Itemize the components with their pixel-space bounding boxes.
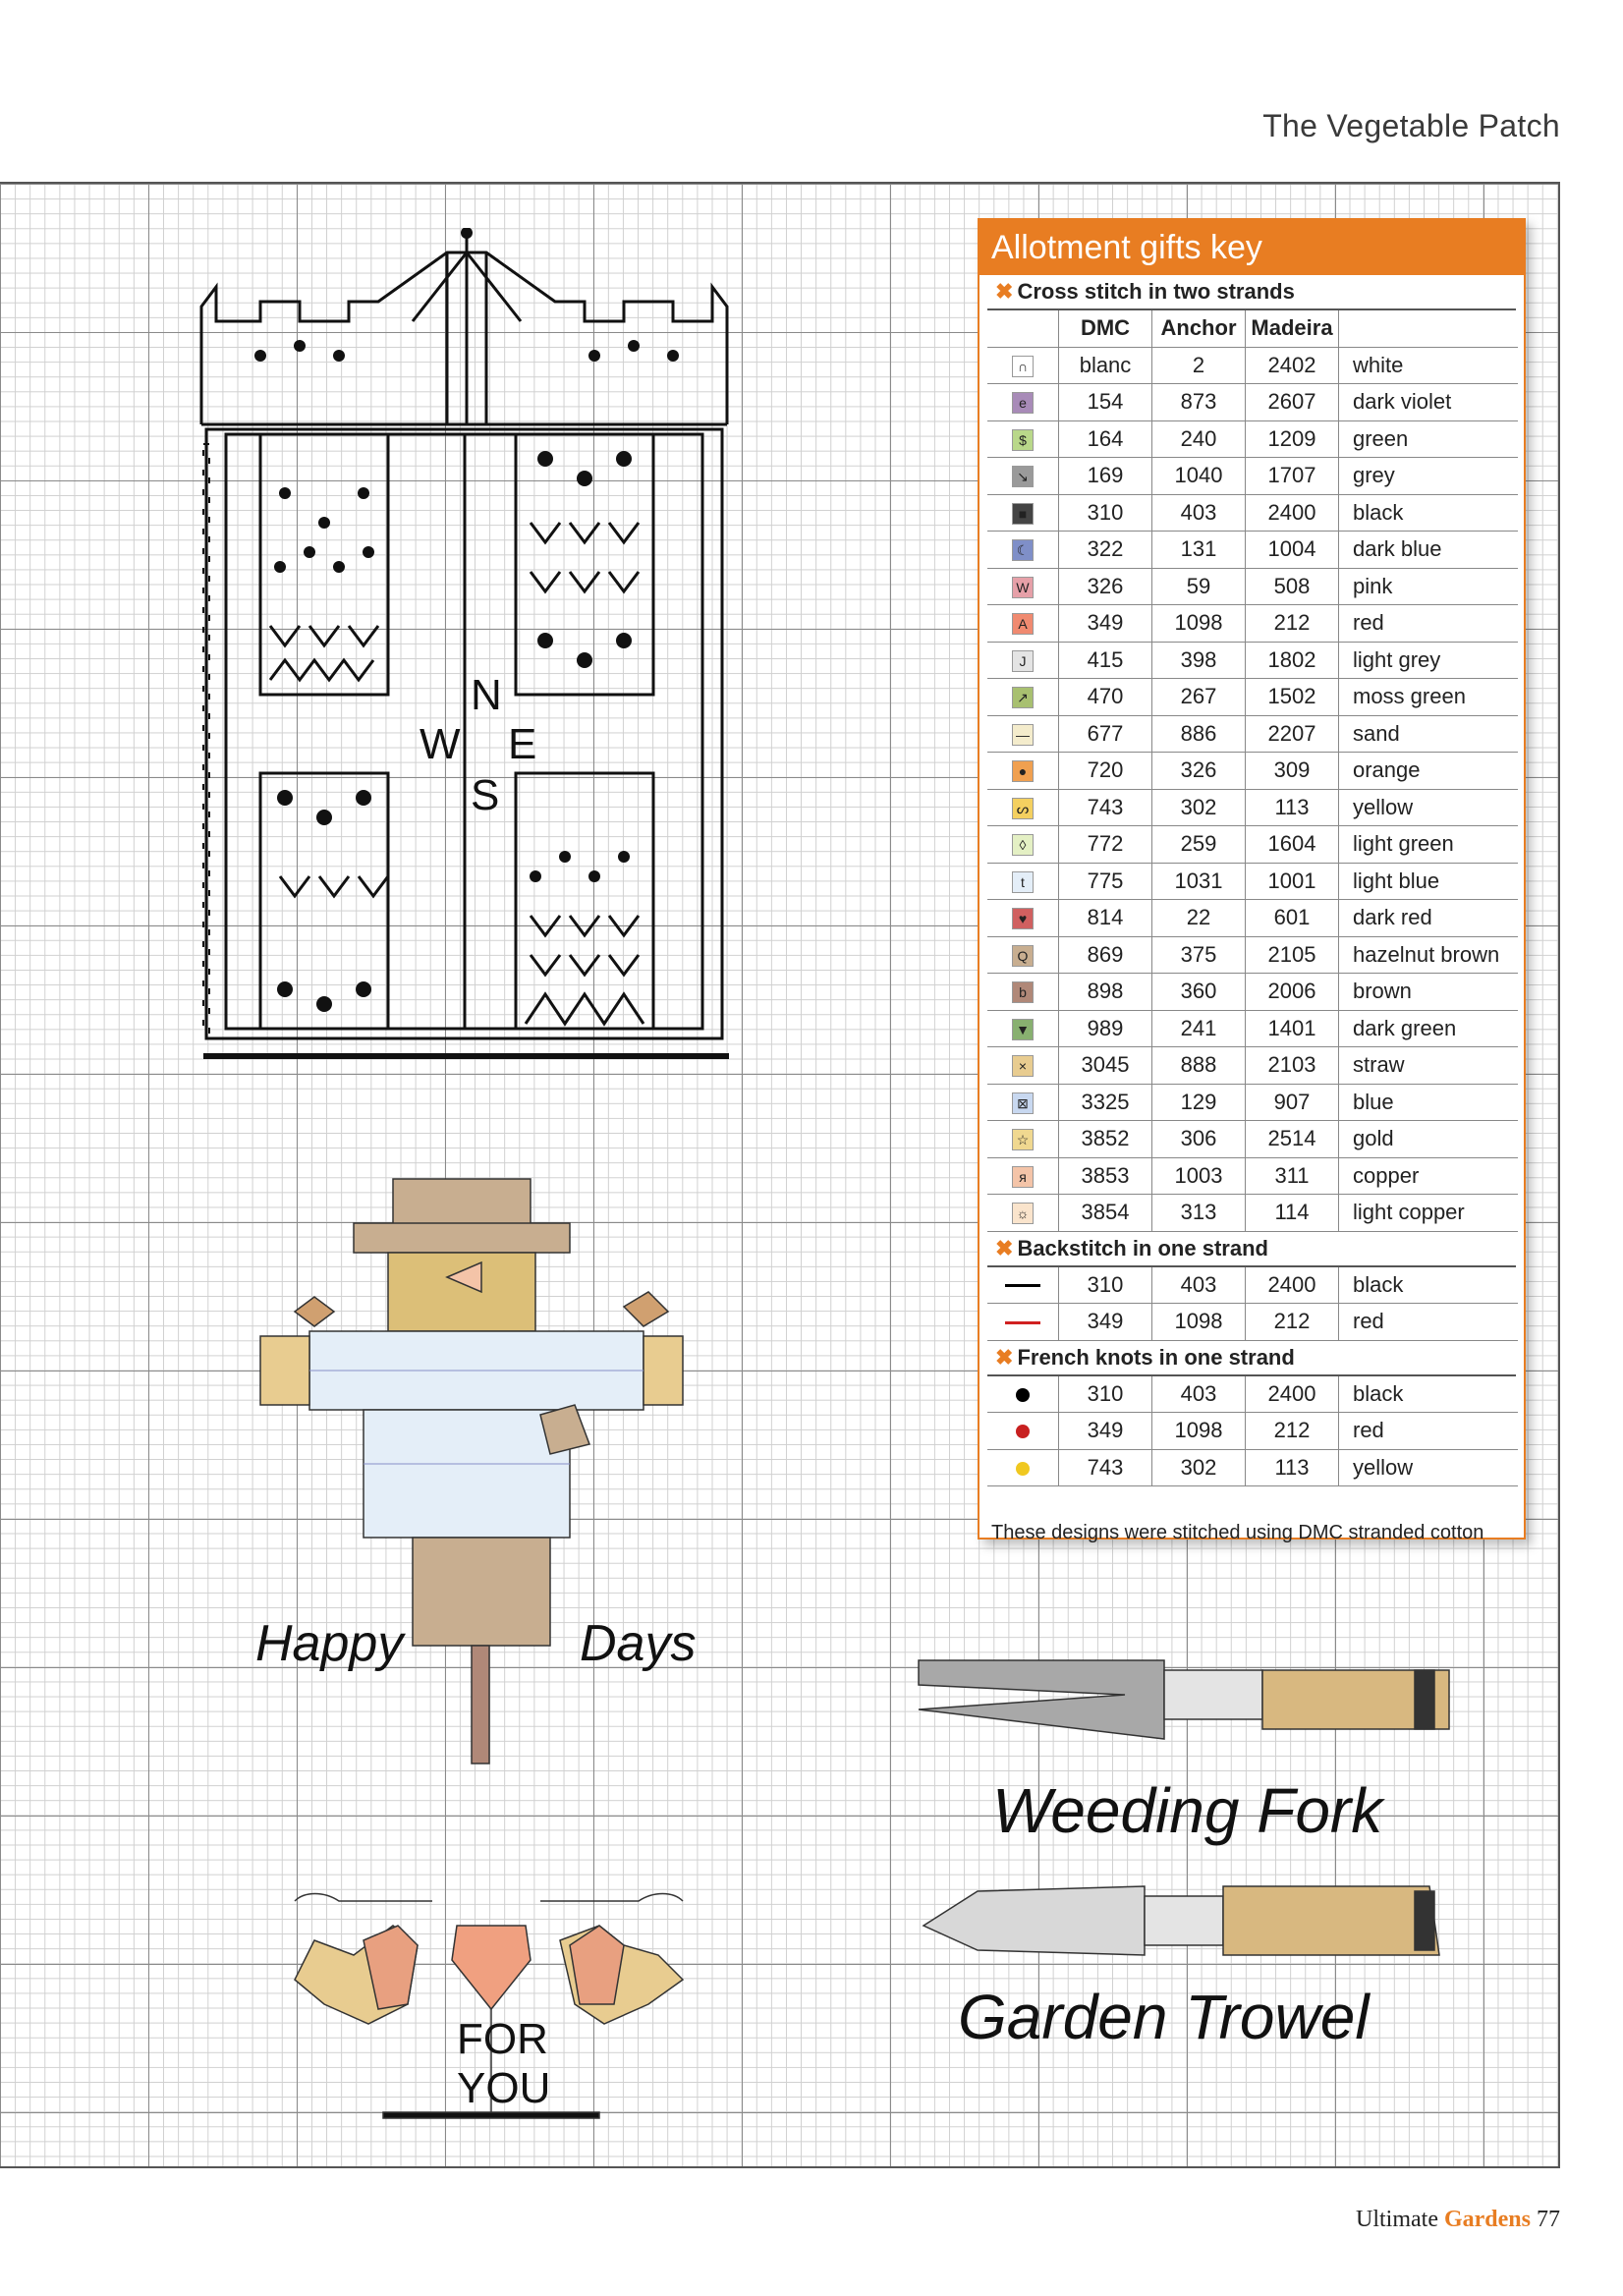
- symbol-cell: [987, 1449, 1059, 1486]
- dmc-cell: 470: [1059, 679, 1152, 716]
- footer-brand-accent: Gardens: [1443, 2207, 1531, 2232]
- anchor-cell: 240: [1152, 420, 1246, 458]
- stitch-symbol-swatch: ∩: [1012, 356, 1034, 377]
- stitch-symbol-swatch: ▼: [1012, 1019, 1034, 1040]
- anchor-cell: 2: [1152, 347, 1246, 384]
- cross-icon: ✖: [995, 1344, 1014, 1370]
- symbol-cell: [987, 642, 1059, 679]
- symbol-column-header: [987, 310, 1059, 347]
- anchor-cell: 302: [1152, 789, 1246, 826]
- anchor-cell: 302: [1152, 1449, 1246, 1486]
- dmc-cell: 743: [1059, 1449, 1152, 1486]
- key-row: [987, 715, 1518, 753]
- garden-gate-chart: [192, 228, 801, 1112]
- key-row: [987, 642, 1518, 679]
- anchor-cell: 1098: [1152, 1413, 1246, 1450]
- color-name-cell: copper: [1339, 1157, 1519, 1195]
- anchor-cell: 241: [1152, 1010, 1246, 1047]
- madeira-cell: 1502: [1246, 679, 1339, 716]
- column-header-anchor: Anchor: [1152, 310, 1246, 347]
- stitch-symbol-swatch: $: [1012, 429, 1034, 451]
- anchor-cell: 398: [1152, 642, 1246, 679]
- symbol-cell: [987, 568, 1059, 605]
- stitch-symbol-swatch: ☼: [1012, 1203, 1034, 1224]
- cross-icon: ✖: [995, 1235, 1014, 1260]
- dmc-cell: 743: [1059, 789, 1152, 826]
- color-name-cell: green: [1339, 420, 1519, 458]
- anchor-cell: 22: [1152, 900, 1246, 937]
- backstitch-line-swatch: [1005, 1321, 1040, 1324]
- madeira-cell: 1004: [1246, 532, 1339, 569]
- key-row: [987, 679, 1518, 716]
- key-row: [987, 900, 1518, 937]
- madeira-cell: 2400: [1246, 1267, 1339, 1304]
- footer-brand-plain: Ultimate: [1356, 2207, 1444, 2232]
- key-row: [987, 1084, 1518, 1121]
- anchor-cell: 403: [1152, 494, 1246, 532]
- symbol-cell: [987, 1047, 1059, 1085]
- color-name-cell: yellow: [1339, 1449, 1519, 1486]
- scarecrow-chart: [236, 1169, 727, 1827]
- stitch-symbol-swatch: ☆: [1012, 1129, 1034, 1150]
- weeding-fork-text: Weeding Fork: [992, 1775, 1383, 1846]
- key-row: [987, 1047, 1518, 1085]
- you-text: YOU: [457, 2064, 551, 2112]
- symbol-cell: [987, 1010, 1059, 1047]
- dmc-cell: 989: [1059, 1010, 1152, 1047]
- madeira-cell: 113: [1246, 1449, 1339, 1486]
- key-row: [987, 1304, 1518, 1341]
- cross-stitch-table: [987, 310, 1518, 1232]
- symbol-cell: [987, 900, 1059, 937]
- color-name-cell: dark green: [1339, 1010, 1519, 1047]
- key-row: [987, 1376, 1518, 1413]
- compass-e: E: [508, 720, 537, 768]
- color-name-cell: blue: [1339, 1084, 1519, 1121]
- madeira-cell: 1604: [1246, 826, 1339, 864]
- key-row: [987, 458, 1518, 495]
- symbol-cell: [987, 974, 1059, 1011]
- key-row: [987, 1195, 1518, 1232]
- symbol-cell: [987, 1304, 1059, 1341]
- color-name-cell: red: [1339, 605, 1519, 643]
- key-row: [987, 568, 1518, 605]
- french-knot-dot: [1016, 1388, 1030, 1402]
- stitch-symbol-swatch: ↗: [1012, 687, 1034, 708]
- color-name-cell: black: [1339, 1376, 1519, 1413]
- symbol-cell: [987, 863, 1059, 900]
- color-name-cell: straw: [1339, 1047, 1519, 1085]
- madeira-cell: 212: [1246, 1304, 1339, 1341]
- backstitch-section-heading: ✖ Backstitch in one strand: [987, 1232, 1516, 1267]
- symbol-cell: [987, 1267, 1059, 1304]
- anchor-cell: 360: [1152, 974, 1246, 1011]
- compass-n: N: [471, 671, 502, 719]
- symbol-cell: [987, 605, 1059, 643]
- garden-tools-chart: [909, 1651, 1498, 2053]
- dmc-cell: 310: [1059, 1267, 1152, 1304]
- stitch-symbol-swatch: b: [1012, 981, 1034, 1003]
- color-name-cell: grey: [1339, 458, 1519, 495]
- key-row: [987, 1267, 1518, 1304]
- symbol-cell: [987, 1195, 1059, 1232]
- madeira-cell: 2607: [1246, 384, 1339, 421]
- dmc-cell: 322: [1059, 532, 1152, 569]
- anchor-cell: 267: [1152, 679, 1246, 716]
- stitch-symbol-swatch: я: [1012, 1166, 1034, 1188]
- anchor-cell: 375: [1152, 936, 1246, 974]
- key-row: [987, 605, 1518, 643]
- color-name-cell: moss green: [1339, 679, 1519, 716]
- stitch-symbol-swatch: t: [1012, 871, 1034, 893]
- stitch-symbol-swatch: ᔕ: [1012, 798, 1034, 819]
- madeira-cell: 2105: [1246, 936, 1339, 974]
- for-text: FOR: [457, 2015, 548, 2063]
- anchor-cell: 1003: [1152, 1157, 1246, 1195]
- key-row: [987, 1157, 1518, 1195]
- anchor-cell: 403: [1152, 1376, 1246, 1413]
- stitch-symbol-swatch: ■: [1012, 503, 1034, 525]
- anchor-cell: 888: [1152, 1047, 1246, 1085]
- madeira-cell: 1707: [1246, 458, 1339, 495]
- madeira-cell: 113: [1246, 789, 1339, 826]
- color-name-cell: white: [1339, 347, 1519, 384]
- key-note: These designs were stitched using DMC stranded cotton: [991, 1522, 1484, 1543]
- days-text: Days: [580, 1615, 697, 1672]
- dmc-cell: 720: [1059, 753, 1152, 790]
- anchor-cell: 1040: [1152, 458, 1246, 495]
- stitch-symbol-swatch: ☾: [1012, 539, 1034, 561]
- madeira-cell: 601: [1246, 900, 1339, 937]
- madeira-cell: 1802: [1246, 642, 1339, 679]
- key-row: [987, 974, 1518, 1011]
- dmc-cell: 349: [1059, 605, 1152, 643]
- madeira-cell: 2400: [1246, 1376, 1339, 1413]
- color-name-cell: gold: [1339, 1121, 1519, 1158]
- anchor-cell: 131: [1152, 532, 1246, 569]
- dmc-cell: 3045: [1059, 1047, 1152, 1085]
- anchor-cell: 306: [1152, 1121, 1246, 1158]
- garden-trowel-text: Garden Trowel: [958, 1982, 1370, 2052]
- color-name-cell: hazelnut brown: [1339, 936, 1519, 974]
- stitch-symbol-swatch: ↘: [1012, 466, 1034, 487]
- color-name-cell: dark blue: [1339, 532, 1519, 569]
- page-footer: [1356, 2207, 1560, 2233]
- anchor-cell: 59: [1152, 568, 1246, 605]
- key-row: [987, 863, 1518, 900]
- page-header: The Vegetable Patch: [1262, 108, 1560, 143]
- compass-w: W: [420, 720, 461, 768]
- cross-stitch-rows: [987, 347, 1518, 1231]
- madeira-cell: 2400: [1246, 494, 1339, 532]
- symbol-cell: [987, 384, 1059, 421]
- happy-text: Happy: [255, 1615, 404, 1672]
- anchor-cell: 1031: [1152, 863, 1246, 900]
- stitch-symbol-swatch: ⊠: [1012, 1092, 1034, 1114]
- dmc-cell: 169: [1059, 458, 1152, 495]
- anchor-cell: 873: [1152, 384, 1246, 421]
- madeira-cell: 114: [1246, 1195, 1339, 1232]
- madeira-cell: 907: [1246, 1084, 1339, 1121]
- thread-key-panel: [978, 218, 1526, 1543]
- dmc-cell: 775: [1059, 863, 1152, 900]
- stitch-symbol-swatch: J: [1012, 650, 1034, 672]
- color-name-cell: light copper: [1339, 1195, 1519, 1232]
- french-knot-dot: [1016, 1425, 1030, 1438]
- symbol-cell: [987, 789, 1059, 826]
- color-name-cell: red: [1339, 1413, 1519, 1450]
- symbol-cell: [987, 936, 1059, 974]
- french-knot-table: [987, 1376, 1518, 1487]
- anchor-cell: 259: [1152, 826, 1246, 864]
- key-row: [987, 1413, 1518, 1450]
- compass-s: S: [471, 771, 500, 819]
- symbol-cell: [987, 494, 1059, 532]
- symbol-cell: [987, 347, 1059, 384]
- key-row: [987, 494, 1518, 532]
- color-name-cell: light grey: [1339, 642, 1519, 679]
- stitch-symbol-swatch: ♥: [1012, 908, 1034, 929]
- color-name-cell: sand: [1339, 715, 1519, 753]
- color-name-cell: pink: [1339, 568, 1519, 605]
- dmc-cell: 814: [1059, 900, 1152, 937]
- dmc-cell: 3853: [1059, 1157, 1152, 1195]
- column-header-madeira: Madeira: [1246, 310, 1339, 347]
- stitch-symbol-swatch: e: [1012, 392, 1034, 414]
- cross-stitch-section-heading: ✖ Cross stitch in two strands: [987, 275, 1516, 310]
- symbol-cell: [987, 753, 1059, 790]
- madeira-cell: 2207: [1246, 715, 1339, 753]
- madeira-cell: 2006: [1246, 974, 1339, 1011]
- dmc-cell: 310: [1059, 494, 1152, 532]
- dmc-cell: 154: [1059, 384, 1152, 421]
- key-title: Allotment gifts key: [979, 220, 1524, 275]
- anchor-cell: 129: [1152, 1084, 1246, 1121]
- madeira-cell: 2402: [1246, 347, 1339, 384]
- dmc-cell: 326: [1059, 568, 1152, 605]
- color-name-cell: orange: [1339, 753, 1519, 790]
- stitch-symbol-swatch: ×: [1012, 1055, 1034, 1077]
- madeira-cell: 212: [1246, 1413, 1339, 1450]
- madeira-cell: 212: [1246, 605, 1339, 643]
- symbol-cell: [987, 1084, 1059, 1121]
- birds-for-you-chart: [285, 1886, 698, 2142]
- key-row: [987, 532, 1518, 569]
- color-name-cell: brown: [1339, 974, 1519, 1011]
- dmc-cell: 415: [1059, 642, 1152, 679]
- dmc-cell: 3854: [1059, 1195, 1152, 1232]
- stitch-symbol-swatch: —: [1012, 724, 1034, 746]
- dmc-cell: 772: [1059, 826, 1152, 864]
- key-row: [987, 789, 1518, 826]
- color-name-cell: dark violet: [1339, 384, 1519, 421]
- symbol-cell: [987, 679, 1059, 716]
- color-name-cell: black: [1339, 494, 1519, 532]
- dmc-cell: blanc: [1059, 347, 1152, 384]
- symbol-cell: [987, 458, 1059, 495]
- madeira-cell: 309: [1246, 753, 1339, 790]
- symbol-cell: [987, 420, 1059, 458]
- symbol-cell: [987, 1157, 1059, 1195]
- anchor-cell: 403: [1152, 1267, 1246, 1304]
- dmc-cell: 310: [1059, 1376, 1152, 1413]
- dmc-cell: 677: [1059, 715, 1152, 753]
- stitch-symbol-swatch: A: [1012, 613, 1034, 635]
- color-name-cell: light blue: [1339, 863, 1519, 900]
- key-row: [987, 1010, 1518, 1047]
- dmc-cell: 3852: [1059, 1121, 1152, 1158]
- madeira-cell: 1209: [1246, 420, 1339, 458]
- color-name-cell: red: [1339, 1304, 1519, 1341]
- column-header-dmc: DMC: [1059, 310, 1152, 347]
- french-knot-section-heading: ✖ French knots in one strand: [987, 1341, 1516, 1376]
- color-name-cell: black: [1339, 1267, 1519, 1304]
- madeira-cell: 311: [1246, 1157, 1339, 1195]
- stitch-symbol-swatch: W: [1012, 577, 1034, 598]
- dmc-cell: 164: [1059, 420, 1152, 458]
- madeira-cell: 1001: [1246, 863, 1339, 900]
- madeira-cell: 2103: [1246, 1047, 1339, 1085]
- anchor-cell: 1098: [1152, 605, 1246, 643]
- madeira-cell: 508: [1246, 568, 1339, 605]
- stitch-symbol-swatch: ◊: [1012, 834, 1034, 856]
- key-row: [987, 826, 1518, 864]
- madeira-cell: 1401: [1246, 1010, 1339, 1047]
- anchor-cell: 1098: [1152, 1304, 1246, 1341]
- symbol-cell: [987, 532, 1059, 569]
- dmc-cell: 349: [1059, 1413, 1152, 1450]
- symbol-cell: [987, 1376, 1059, 1413]
- color-name-cell: yellow: [1339, 789, 1519, 826]
- dmc-cell: 3325: [1059, 1084, 1152, 1121]
- dmc-cell: 349: [1059, 1304, 1152, 1341]
- symbol-cell: [987, 1413, 1059, 1450]
- page-number: 77: [1537, 2207, 1560, 2232]
- backstitch-table: [987, 1267, 1518, 1341]
- key-row: [987, 1449, 1518, 1486]
- dmc-cell: 869: [1059, 936, 1152, 974]
- french-knot-dot: [1016, 1462, 1030, 1476]
- name-column-header: [1339, 310, 1519, 347]
- anchor-cell: 886: [1152, 715, 1246, 753]
- backstitch-line-swatch: [1005, 1284, 1040, 1287]
- anchor-cell: 313: [1152, 1195, 1246, 1232]
- symbol-cell: [987, 715, 1059, 753]
- color-name-cell: light green: [1339, 826, 1519, 864]
- key-row: [987, 936, 1518, 974]
- madeira-cell: 2514: [1246, 1121, 1339, 1158]
- stitch-symbol-swatch: ●: [1012, 760, 1034, 782]
- key-row: [987, 420, 1518, 458]
- color-name-cell: dark red: [1339, 900, 1519, 937]
- key-row: [987, 753, 1518, 790]
- key-row: [987, 347, 1518, 384]
- key-row: [987, 1121, 1518, 1158]
- cross-icon: ✖: [995, 279, 1014, 304]
- anchor-cell: 326: [1152, 753, 1246, 790]
- symbol-cell: [987, 826, 1059, 864]
- stitch-symbol-swatch: Q: [1012, 945, 1034, 967]
- dmc-cell: 898: [1059, 974, 1152, 1011]
- key-row: [987, 384, 1518, 421]
- symbol-cell: [987, 1121, 1059, 1158]
